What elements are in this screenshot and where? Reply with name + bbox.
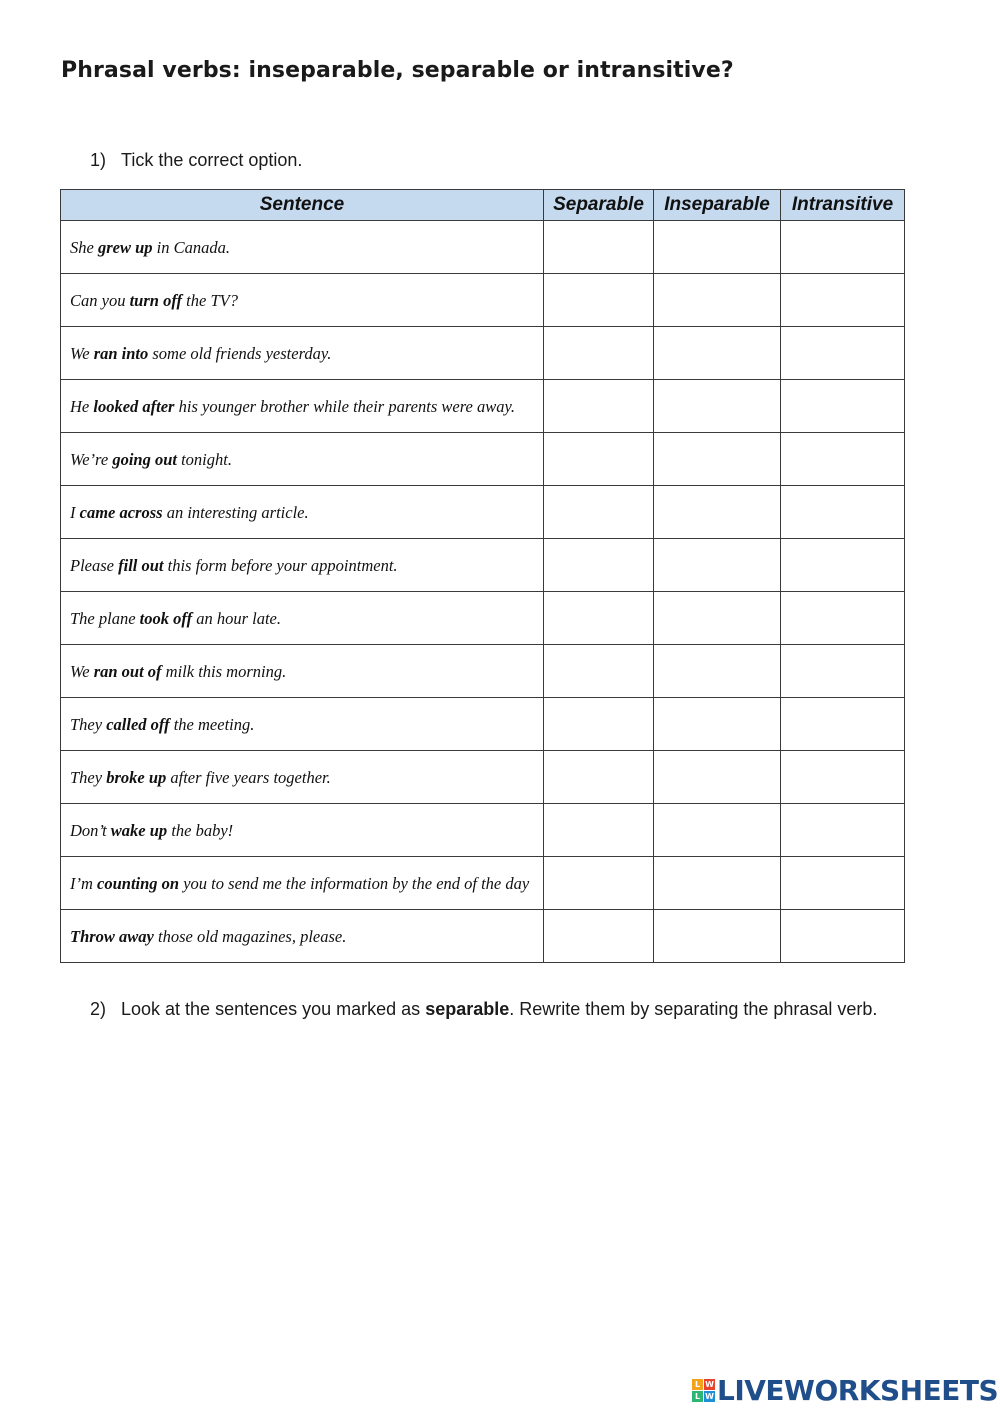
- page-title: Phrasal verbs: inseparable, separable or intransitive?: [61, 58, 734, 83]
- tick-cell-separable[interactable]: [544, 592, 654, 645]
- brand-name: LIVEWORKSHEETS: [717, 1373, 999, 1407]
- header-separable: Separable: [544, 190, 654, 221]
- table-row: [61, 539, 905, 592]
- tick-cell-inseparable[interactable]: [654, 857, 781, 910]
- logo-tile: W: [705, 1391, 714, 1401]
- phrasal-verb: broke up: [106, 767, 167, 787]
- sentence-text-post: the meeting.: [169, 714, 255, 734]
- sentence-text-pre: Please: [70, 555, 119, 575]
- sentence-cell: [61, 751, 544, 804]
- tick-cell-inseparable[interactable]: [654, 486, 781, 539]
- phrasal-verb: ran into: [93, 343, 149, 363]
- sentence-text-pre: He: [70, 396, 94, 416]
- sentence-text-post: an interesting article.: [162, 502, 309, 522]
- question-2-text-bold: separable: [425, 999, 510, 1019]
- table-row: [61, 645, 905, 698]
- tick-cell-intransitive[interactable]: [781, 327, 905, 380]
- tick-cell-inseparable[interactable]: [654, 592, 781, 645]
- tick-cell-separable[interactable]: [544, 751, 654, 804]
- table-row: [61, 751, 905, 804]
- question-1-number: 1): [90, 150, 107, 170]
- table-row: [61, 380, 905, 433]
- sentence-text-post: the baby!: [167, 820, 234, 840]
- phrasal-verb: counting on: [97, 873, 180, 893]
- question-2-number: 2): [90, 999, 107, 1019]
- tick-cell-intransitive[interactable]: [781, 698, 905, 751]
- sentence-text-pre: I: [70, 502, 80, 522]
- tick-cell-intransitive[interactable]: [781, 380, 905, 433]
- sentence-text-post: the TV?: [182, 290, 238, 310]
- question-1-text: Tick the correct option.: [121, 150, 303, 170]
- question-2-text-post: . Rewrite them by separating the phrasal verb.: [509, 999, 878, 1019]
- sentence-text-pre: Don’t: [70, 820, 111, 840]
- table-row: [61, 327, 905, 380]
- tick-cell-intransitive[interactable]: [781, 539, 905, 592]
- tick-cell-intransitive[interactable]: [781, 221, 905, 274]
- tick-cell-intransitive[interactable]: [781, 645, 905, 698]
- table-row: [61, 592, 905, 645]
- tick-cell-intransitive[interactable]: [781, 804, 905, 857]
- sentence-text-post: an hour late.: [192, 608, 281, 628]
- sentence-cell: [61, 645, 544, 698]
- tick-cell-inseparable[interactable]: [654, 645, 781, 698]
- sentence-text-pre: We: [70, 343, 94, 363]
- sentence-text-post: tonight.: [176, 449, 232, 469]
- tick-cell-inseparable[interactable]: [654, 804, 781, 857]
- sentence-text-post: his younger brother while their parents were away.: [174, 396, 515, 416]
- table-body: [61, 221, 905, 963]
- tick-cell-separable[interactable]: [544, 380, 654, 433]
- sentence-text-post: in Canada.: [152, 237, 230, 257]
- sentence-text-post: this form before your appointment.: [163, 555, 398, 575]
- sentence-text-post: after five years together.: [166, 767, 331, 787]
- question-2-text-pre: Look at the sentences you marked as: [121, 999, 426, 1019]
- phrasal-verb: ran out of: [93, 661, 162, 681]
- table-row: [61, 221, 905, 274]
- phrasal-verb: called off: [106, 714, 170, 734]
- phrasal-verb: came across: [79, 502, 163, 522]
- sentence-cell: [61, 698, 544, 751]
- sentence-cell: [61, 592, 544, 645]
- tick-cell-intransitive[interactable]: [781, 857, 905, 910]
- sentence-cell: [61, 433, 544, 486]
- tick-cell-inseparable[interactable]: [654, 698, 781, 751]
- sentence-text-pre: We’re: [70, 449, 113, 469]
- tick-cell-inseparable[interactable]: [654, 274, 781, 327]
- question-2-instruction: [90, 999, 877, 1020]
- tick-cell-separable[interactable]: [544, 910, 654, 963]
- table-row: [61, 433, 905, 486]
- sentence-cell: [61, 380, 544, 433]
- phrasal-verb: took off: [139, 608, 193, 628]
- tick-cell-separable[interactable]: [544, 221, 654, 274]
- table-row: [61, 698, 905, 751]
- question-1-instruction: [90, 150, 302, 171]
- tick-cell-separable[interactable]: [544, 274, 654, 327]
- sentence-cell: [61, 804, 544, 857]
- logo-tile: W: [705, 1379, 714, 1389]
- tick-cell-separable[interactable]: [544, 804, 654, 857]
- sentence-text-pre: They: [70, 714, 107, 734]
- tick-cell-separable[interactable]: [544, 486, 654, 539]
- tick-cell-intransitive[interactable]: [781, 592, 905, 645]
- tick-cell-separable[interactable]: [544, 539, 654, 592]
- phrasal-verb: Throw away: [70, 926, 154, 946]
- phrasal-verbs-table: [60, 189, 905, 963]
- sentence-cell: [61, 274, 544, 327]
- sentence-text-pre: Can you: [70, 290, 130, 310]
- sentence-cell: [61, 486, 544, 539]
- tick-cell-separable[interactable]: [544, 698, 654, 751]
- sentence-text-post: some old friends yesterday.: [148, 343, 332, 363]
- sentence-text-post: you to send me the information by the end of the day: [179, 873, 530, 893]
- table-row: [61, 910, 905, 963]
- sentence-cell: [61, 539, 544, 592]
- tick-cell-inseparable[interactable]: [654, 380, 781, 433]
- logo-tile: L: [692, 1379, 703, 1390]
- tick-cell-intransitive[interactable]: [781, 751, 905, 804]
- sentence-cell: [61, 221, 544, 274]
- tick-cell-separable[interactable]: [544, 433, 654, 486]
- tick-cell-inseparable[interactable]: [654, 910, 781, 963]
- tick-cell-separable[interactable]: [544, 327, 654, 380]
- tick-cell-inseparable[interactable]: [654, 327, 781, 380]
- tick-cell-separable[interactable]: [544, 857, 654, 910]
- sentence-text-post: those old magazines, please.: [153, 926, 347, 946]
- sentence-text-pre: I’m: [70, 873, 98, 893]
- tick-cell-intransitive[interactable]: [781, 486, 905, 539]
- sentence-cell: [61, 327, 544, 380]
- table-header-row: [61, 190, 905, 221]
- table-row: [61, 274, 905, 327]
- liveworksheets-brand: [692, 1374, 998, 1406]
- sentence-text-pre: We: [70, 661, 94, 681]
- logo-tile: L: [692, 1391, 703, 1402]
- phrasal-verb: looked after: [93, 396, 175, 416]
- sentence-text-pre: She: [70, 237, 98, 257]
- phrasal-verb: grew up: [97, 237, 153, 257]
- phrasal-verb: going out: [112, 449, 177, 469]
- tick-cell-intransitive[interactable]: [781, 910, 905, 963]
- tick-cell-inseparable[interactable]: [654, 539, 781, 592]
- tick-cell-separable[interactable]: [544, 645, 654, 698]
- tick-cell-inseparable[interactable]: [654, 751, 781, 804]
- sentence-text-post: milk this morning.: [161, 661, 287, 681]
- table-row: [61, 857, 905, 910]
- sentence-text-pre: The plane: [70, 608, 140, 628]
- sentence-cell: [61, 910, 544, 963]
- phrasal-verb: wake up: [110, 820, 168, 840]
- phrasal-verb: turn off: [129, 290, 183, 310]
- table-row: [61, 804, 905, 857]
- tick-cell-intransitive[interactable]: [781, 433, 905, 486]
- table-row: [61, 486, 905, 539]
- sentence-cell: [61, 857, 544, 910]
- tick-cell-intransitive[interactable]: [781, 274, 905, 327]
- sentence-text-pre: They: [70, 767, 107, 787]
- tick-cell-inseparable[interactable]: [654, 433, 781, 486]
- tick-cell-inseparable[interactable]: [654, 221, 781, 274]
- header-inseparable: Inseparable: [654, 190, 781, 221]
- liveworksheets-logo-icon: [692, 1379, 715, 1402]
- header-sentence: Sentence: [61, 190, 544, 221]
- header-intransitive: Intransitive: [781, 190, 905, 221]
- phrasal-verb: fill out: [118, 555, 164, 575]
